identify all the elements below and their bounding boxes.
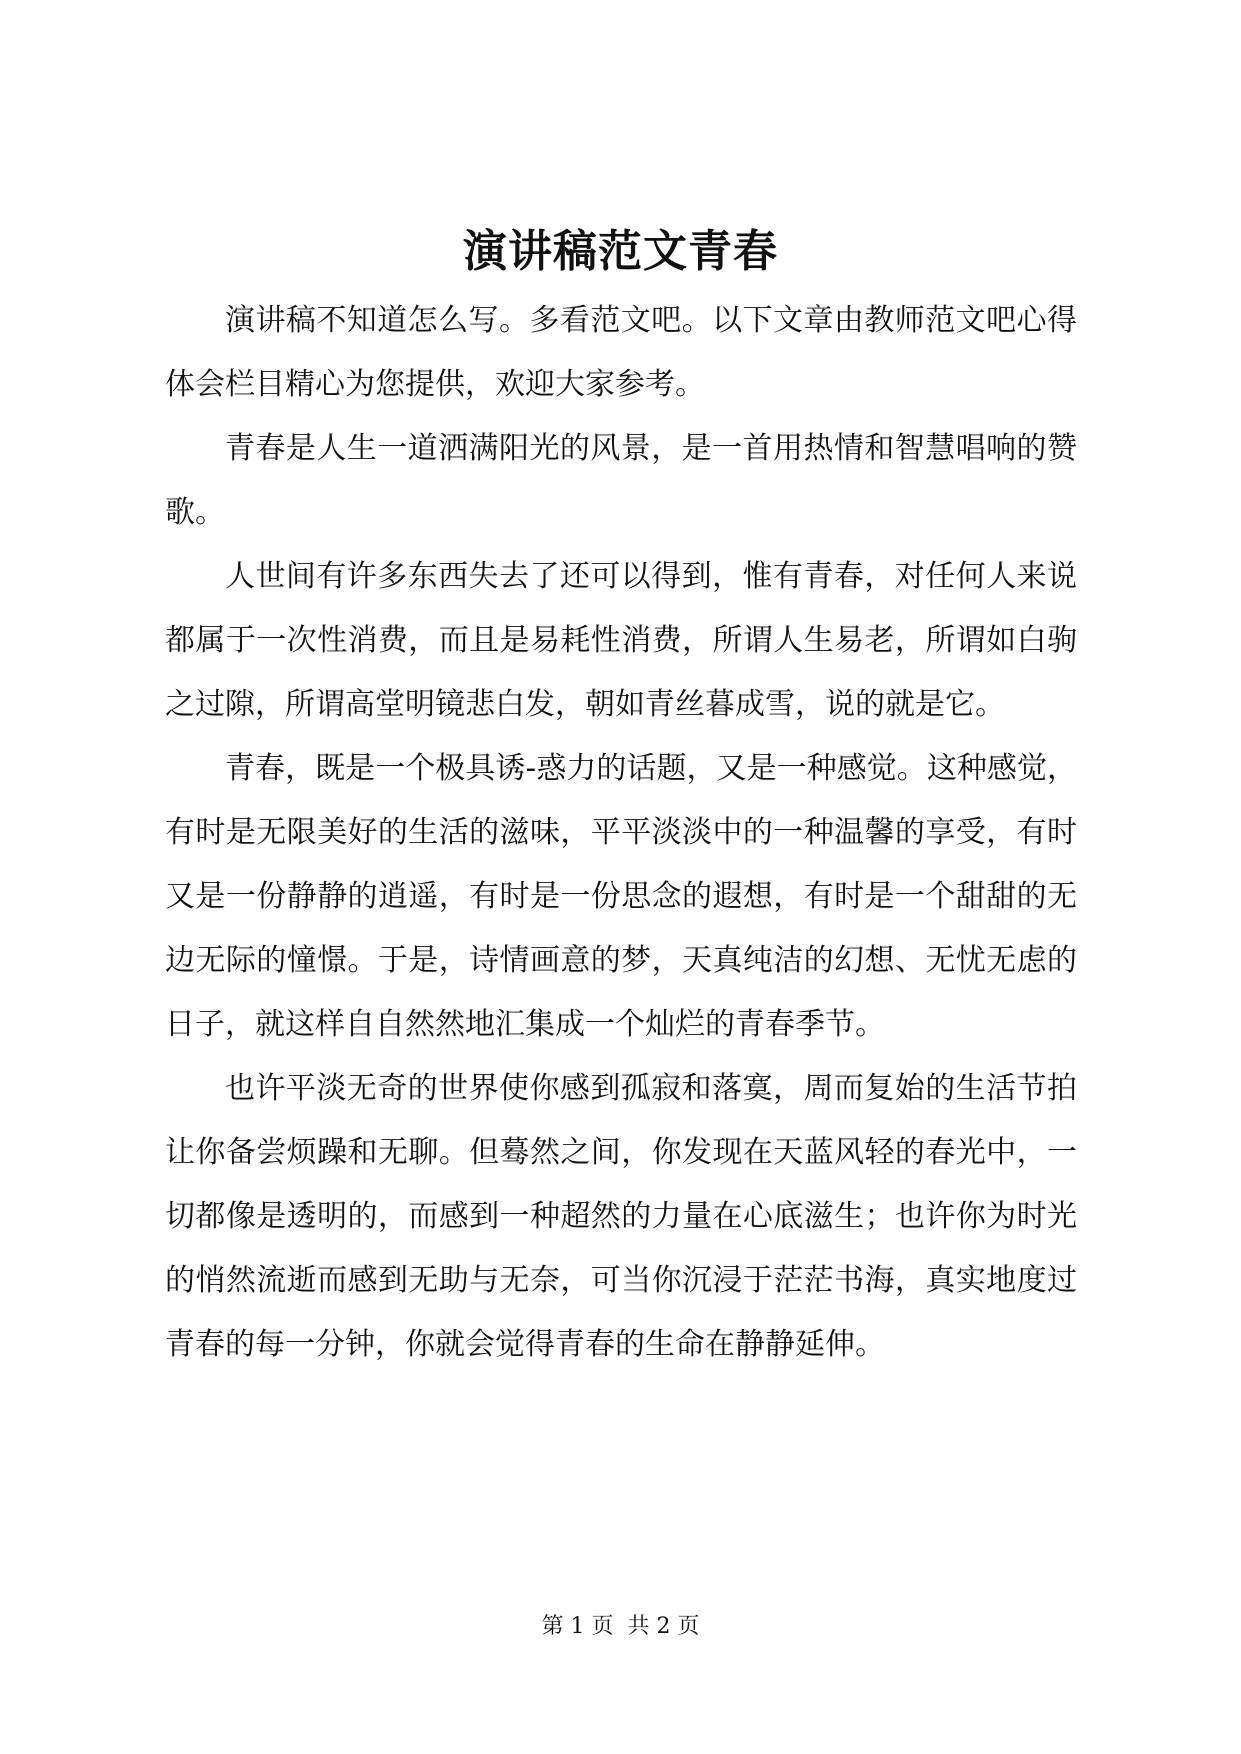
page-footer	[0, 1612, 1241, 1642]
paragraph-1: 演讲稿不知道怎么写。多看范文吧。以下文章由教师范文吧心得体会栏目精心为您提供，欢迎大家参考。	[165, 303, 1077, 402]
paragraph-5: 也许平淡无奇的世界使你感到孤寂和落寞，周而复始的生活节拍让你备尝烦躁和无聊。但蓦然之间，你发现在天蓝风轻的春光中，一切都像是透明的，而感到一种超然的力量在心底滋生；也许你为时光的悄然流逝而感到无助与无奈，可当你沉浸于茫茫书海，真实地度过青春的每一分钟，你就会觉得青春的生命在静静延伸。	[165, 1071, 1077, 1362]
page-number-total: 共 2 页	[627, 1614, 700, 1639]
paragraph-4: 青春，既是一个极具诱-惑力的话题，又是一种感觉。这种感觉，有时是无限美好的生活的滋味，平平淡淡中的一种温馨的享受，有时又是一份静静的逍遥，有时是一份思念的遐想，有时是一个甜甜的无边无际的憧憬。于是，诗情画意的梦，天真纯洁的幻想、无忧无虑的日子，就这样自自然然地汇集成一个灿烂的青春季节。	[165, 751, 1077, 1042]
document-body	[165, 289, 1077, 1377]
paragraph-3: 人世间有许多东西失去了还可以得到，惟有青春，对任何人来说都属于一次性消费，而且是易耗性消费，所谓人生易老，所谓如白驹之过隙，所谓高堂明镜悲白发，朝如青丝暮成雪，说的就是它。	[165, 559, 1077, 722]
paragraph-2: 青春是人生一道洒满阳光的风景，是一首用热情和智慧唱响的赞歌。	[165, 431, 1077, 530]
document-title: 演讲稿范文青春	[463, 226, 778, 277]
page-number-current: 第 1 页	[541, 1614, 614, 1639]
